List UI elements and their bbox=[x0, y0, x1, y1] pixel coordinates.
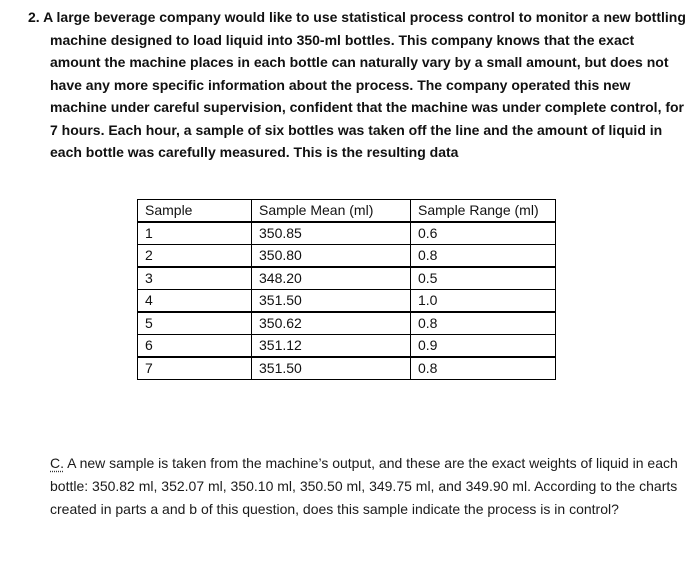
header-sample-mean: Sample Mean (ml) bbox=[252, 200, 411, 223]
cell-sample: 7 bbox=[138, 357, 252, 380]
cell-range: 0.9 bbox=[411, 335, 556, 358]
cell-mean: 350.80 bbox=[252, 245, 411, 268]
table-row bbox=[138, 267, 556, 290]
cell-sample: 2 bbox=[138, 245, 252, 268]
question-lead-text: A large beverage company would like to use statistical process control to monitor a new bottling bbox=[43, 9, 686, 25]
cell-mean: 351.50 bbox=[252, 290, 411, 313]
part-c-letter: C. bbox=[50, 455, 64, 471]
cell-range: 0.8 bbox=[411, 245, 556, 268]
cell-mean: 348.20 bbox=[252, 267, 411, 290]
cell-range: 0.5 bbox=[411, 267, 556, 290]
table-row bbox=[138, 357, 556, 380]
table-row bbox=[138, 245, 556, 268]
cell-mean: 350.85 bbox=[252, 222, 411, 245]
cell-sample: 4 bbox=[138, 290, 252, 313]
cell-mean: 351.50 bbox=[252, 357, 411, 380]
question-number: 2. bbox=[28, 9, 40, 25]
cell-range: 0.6 bbox=[411, 222, 556, 245]
cell-range: 1.0 bbox=[411, 290, 556, 313]
cell-range: 0.8 bbox=[411, 357, 556, 380]
question-text bbox=[28, 6, 688, 164]
header-sample: Sample bbox=[138, 200, 252, 223]
cell-sample: 5 bbox=[138, 312, 252, 335]
question-lead bbox=[28, 6, 688, 29]
cell-mean: 351.12 bbox=[252, 335, 411, 358]
header-sample-range: Sample Range (ml) bbox=[411, 200, 556, 223]
table-row bbox=[138, 290, 556, 313]
cell-sample: 6 bbox=[138, 335, 252, 358]
cell-sample: 3 bbox=[138, 267, 252, 290]
table-header-row bbox=[138, 200, 556, 223]
cell-mean: 350.62 bbox=[252, 312, 411, 335]
table-row bbox=[138, 312, 556, 335]
sample-data-table bbox=[137, 199, 556, 380]
table-row bbox=[138, 335, 556, 358]
part-c-text bbox=[50, 452, 690, 521]
part-c-body: A new sample is taken from the machine’s output, and these are the exact weights of liquid in each bottle: 350.82 ml, 352.07 ml, 350.10 ml, 350.50 ml, 349.75 ml, and 349.90 ml. According to the charts created in parts a and b of this question, does this sample indicate the process is in control? bbox=[50, 455, 678, 517]
question-body: machine designed to load liquid into 350-ml bottles. This company knows that the exact amount the machine places in each bottle can naturally vary by a small amount, but does not have any more specific information about the process. The company operated this new machine under careful supervision, confident that the machine was under complete control, for 7 hours. Each hour, a sample of six bottles was taken off the line and the amount of liquid in each bottle was carefully measured. This is the resulting data bbox=[50, 31, 685, 160]
cell-range: 0.8 bbox=[411, 312, 556, 335]
table-row bbox=[138, 222, 556, 245]
cell-sample: 1 bbox=[138, 222, 252, 245]
